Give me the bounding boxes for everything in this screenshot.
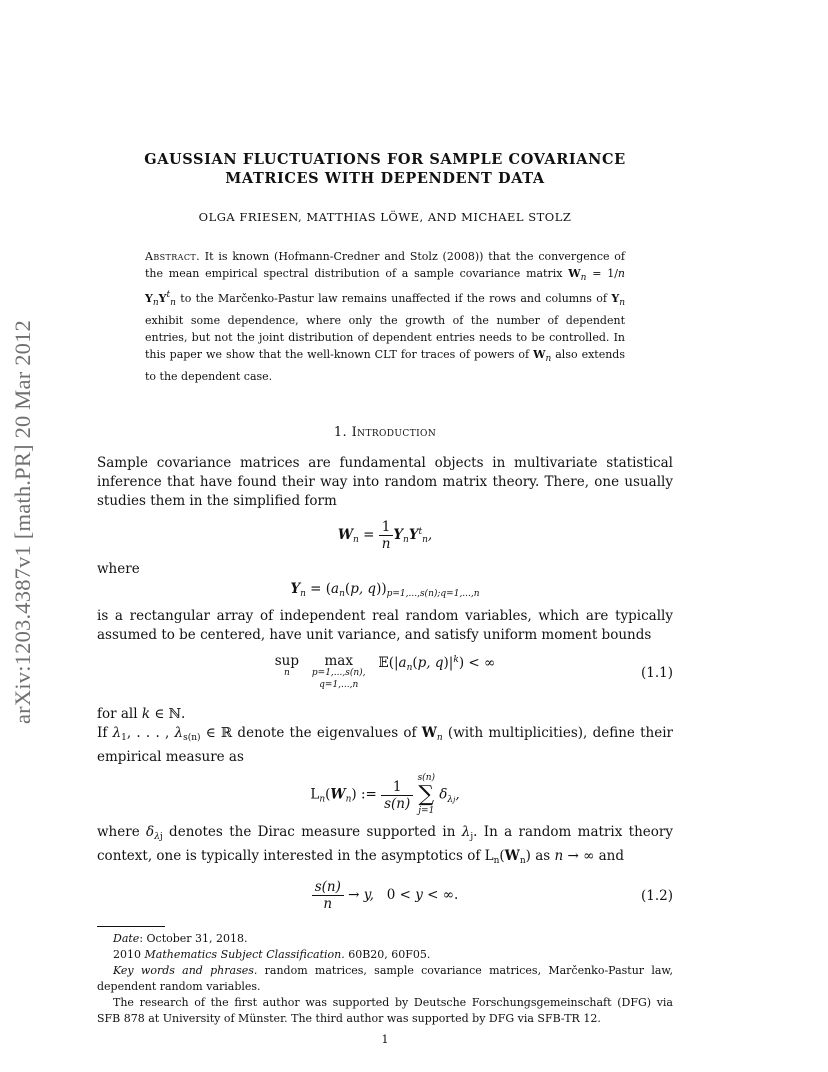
equation-number-1-2: (1.2) bbox=[640, 887, 673, 904]
title-line-1: GAUSSIAN FLUCTUATIONS FOR SAMPLE COVARIANCE bbox=[144, 151, 626, 168]
intro-where: where bbox=[97, 561, 140, 577]
page-number: 1 bbox=[381, 1033, 389, 1046]
abstract-text-a: It is known (Hofmann-Credner and Stolz (2008)) that the convergence of the mean empirical spectral distribution of a sample covariance matrix bbox=[145, 250, 625, 280]
equation-Wn-definition: $W_n$ = $\frac{1}{n}$ $Y_nY^t_n$, bbox=[337, 519, 433, 552]
author-list: OLGA FRIESEN, MATTHIAS LÖWE, AND MICHAEL STOLZ bbox=[198, 210, 572, 224]
equation-Yn-definition: $Y_n = (a_n(p$, $q))_{p=1,...,s(n);q=1,...,n}$ bbox=[290, 581, 480, 599]
footnotes bbox=[97, 931, 673, 1027]
footnote-rule bbox=[97, 926, 165, 927]
footnote-date: Date: October 31, 2018. bbox=[113, 932, 248, 945]
section-heading bbox=[97, 425, 673, 440]
intro-paragraph-4: where $\delta_{\lambda j}$ denotes the Dirac measure supported in $\lambda_j$. In a random matrix theory context, one is typically interested in the asymptotics of $L_n(W_n)$ as n → ∞ and bbox=[97, 824, 673, 866]
equation-number-1-1: (1.1) bbox=[640, 665, 673, 681]
intro-paragraph-3: If $\lambda_1$, . . . , $\lambda_{s(n)}$ ∈ ℝ denote the eigenvalues of $W_n$ (with multiplicities), define their empirical measure as bbox=[97, 725, 674, 765]
paper-page bbox=[97, 150, 673, 1046]
arxiv-identifier: arXiv:1203.4387v1 [math.PR] 20 Mar 2012 bbox=[10, 320, 35, 725]
abstract-text-d: also extends to the dependent case. bbox=[145, 348, 625, 383]
equation-empirical-measure: $L_n(W_n)$ := $\frac{1}{s(n)}$ s(n) ∑ j=1 $\delta_{\lambda j}$, bbox=[310, 773, 460, 816]
footnote-funding: The research of the first author was supported by Deutsche Forschungsgemeinschaft (DFG) via SFB 878 at University of Münster. The third author was supported by DFG via SFB-TR 12. bbox=[97, 996, 673, 1025]
footnote-msc: 2010 Mathematics Subject Classification. 60B20, 60F05. bbox=[113, 948, 431, 961]
equation-1-1: sup n max p=1,...,s(n), q=1,...,n $𝔼(|a_n(p$, $q)|^k$) < ∞ (1.1) bbox=[274, 653, 673, 690]
section-name: Introduction bbox=[351, 425, 437, 440]
section-number: 1. bbox=[333, 425, 348, 440]
intro-paragraph-2: is a rectangular array of independent real random variables, which are typically assumed to be centered, have unit variance, and satisfy uniform moment bounds bbox=[97, 608, 673, 643]
equation-1-2: $\frac{s(n)}{n}$ → y, 0 < y < ∞. (1.2) bbox=[97, 879, 673, 912]
intro-for-all: for all k ∈ ℕ. bbox=[97, 706, 186, 722]
abstract-text-c: exhibit some dependence, where only the growth of the number of dependent entries, but not the joint distribution of dependent entries needs to be controlled. In this paper we show that the well-known CLT for traces of powers of bbox=[145, 314, 625, 361]
abstract: Abstract. It is known (Hofmann-Credner and Stolz (2008)) that the convergence of the mean empirical spectral distribution of a sample covariance matrix $W_n = 1/n$ $Y_nY^t_n$ to the Marčenko-Pastur law remains unaffected if the rows and columns of $Y_n$ exhibit some dependence, where only the growth of the number of dependent entries, but not the joint distribution of dependent entries needs to be controlled. In this paper we show that the well-known CLT for traces of powers of $W_n$ also extends to the dependent case. bbox=[145, 250, 625, 383]
title-line-2: MATRICES WITH DEPENDENT DATA bbox=[225, 170, 545, 187]
abstract-heading: Abstract. bbox=[145, 250, 200, 263]
intro-paragraph-1: Sample covariance matrices are fundamental objects in multivariate statistical inference that have found their way into random matrix theory. There, one usually studies them in the simplified form bbox=[97, 455, 673, 509]
paper-title bbox=[97, 150, 673, 188]
abstract-text-b: to the Marčenko-Pastur law remains unaffected if the rows and columns of bbox=[175, 292, 612, 305]
footnote-keywords: Key words and phrases. random matrices, sample covariance matrices, Marčenko-Pastur law, dependent random variables. bbox=[97, 964, 673, 993]
math-W-n: W bbox=[568, 267, 581, 280]
